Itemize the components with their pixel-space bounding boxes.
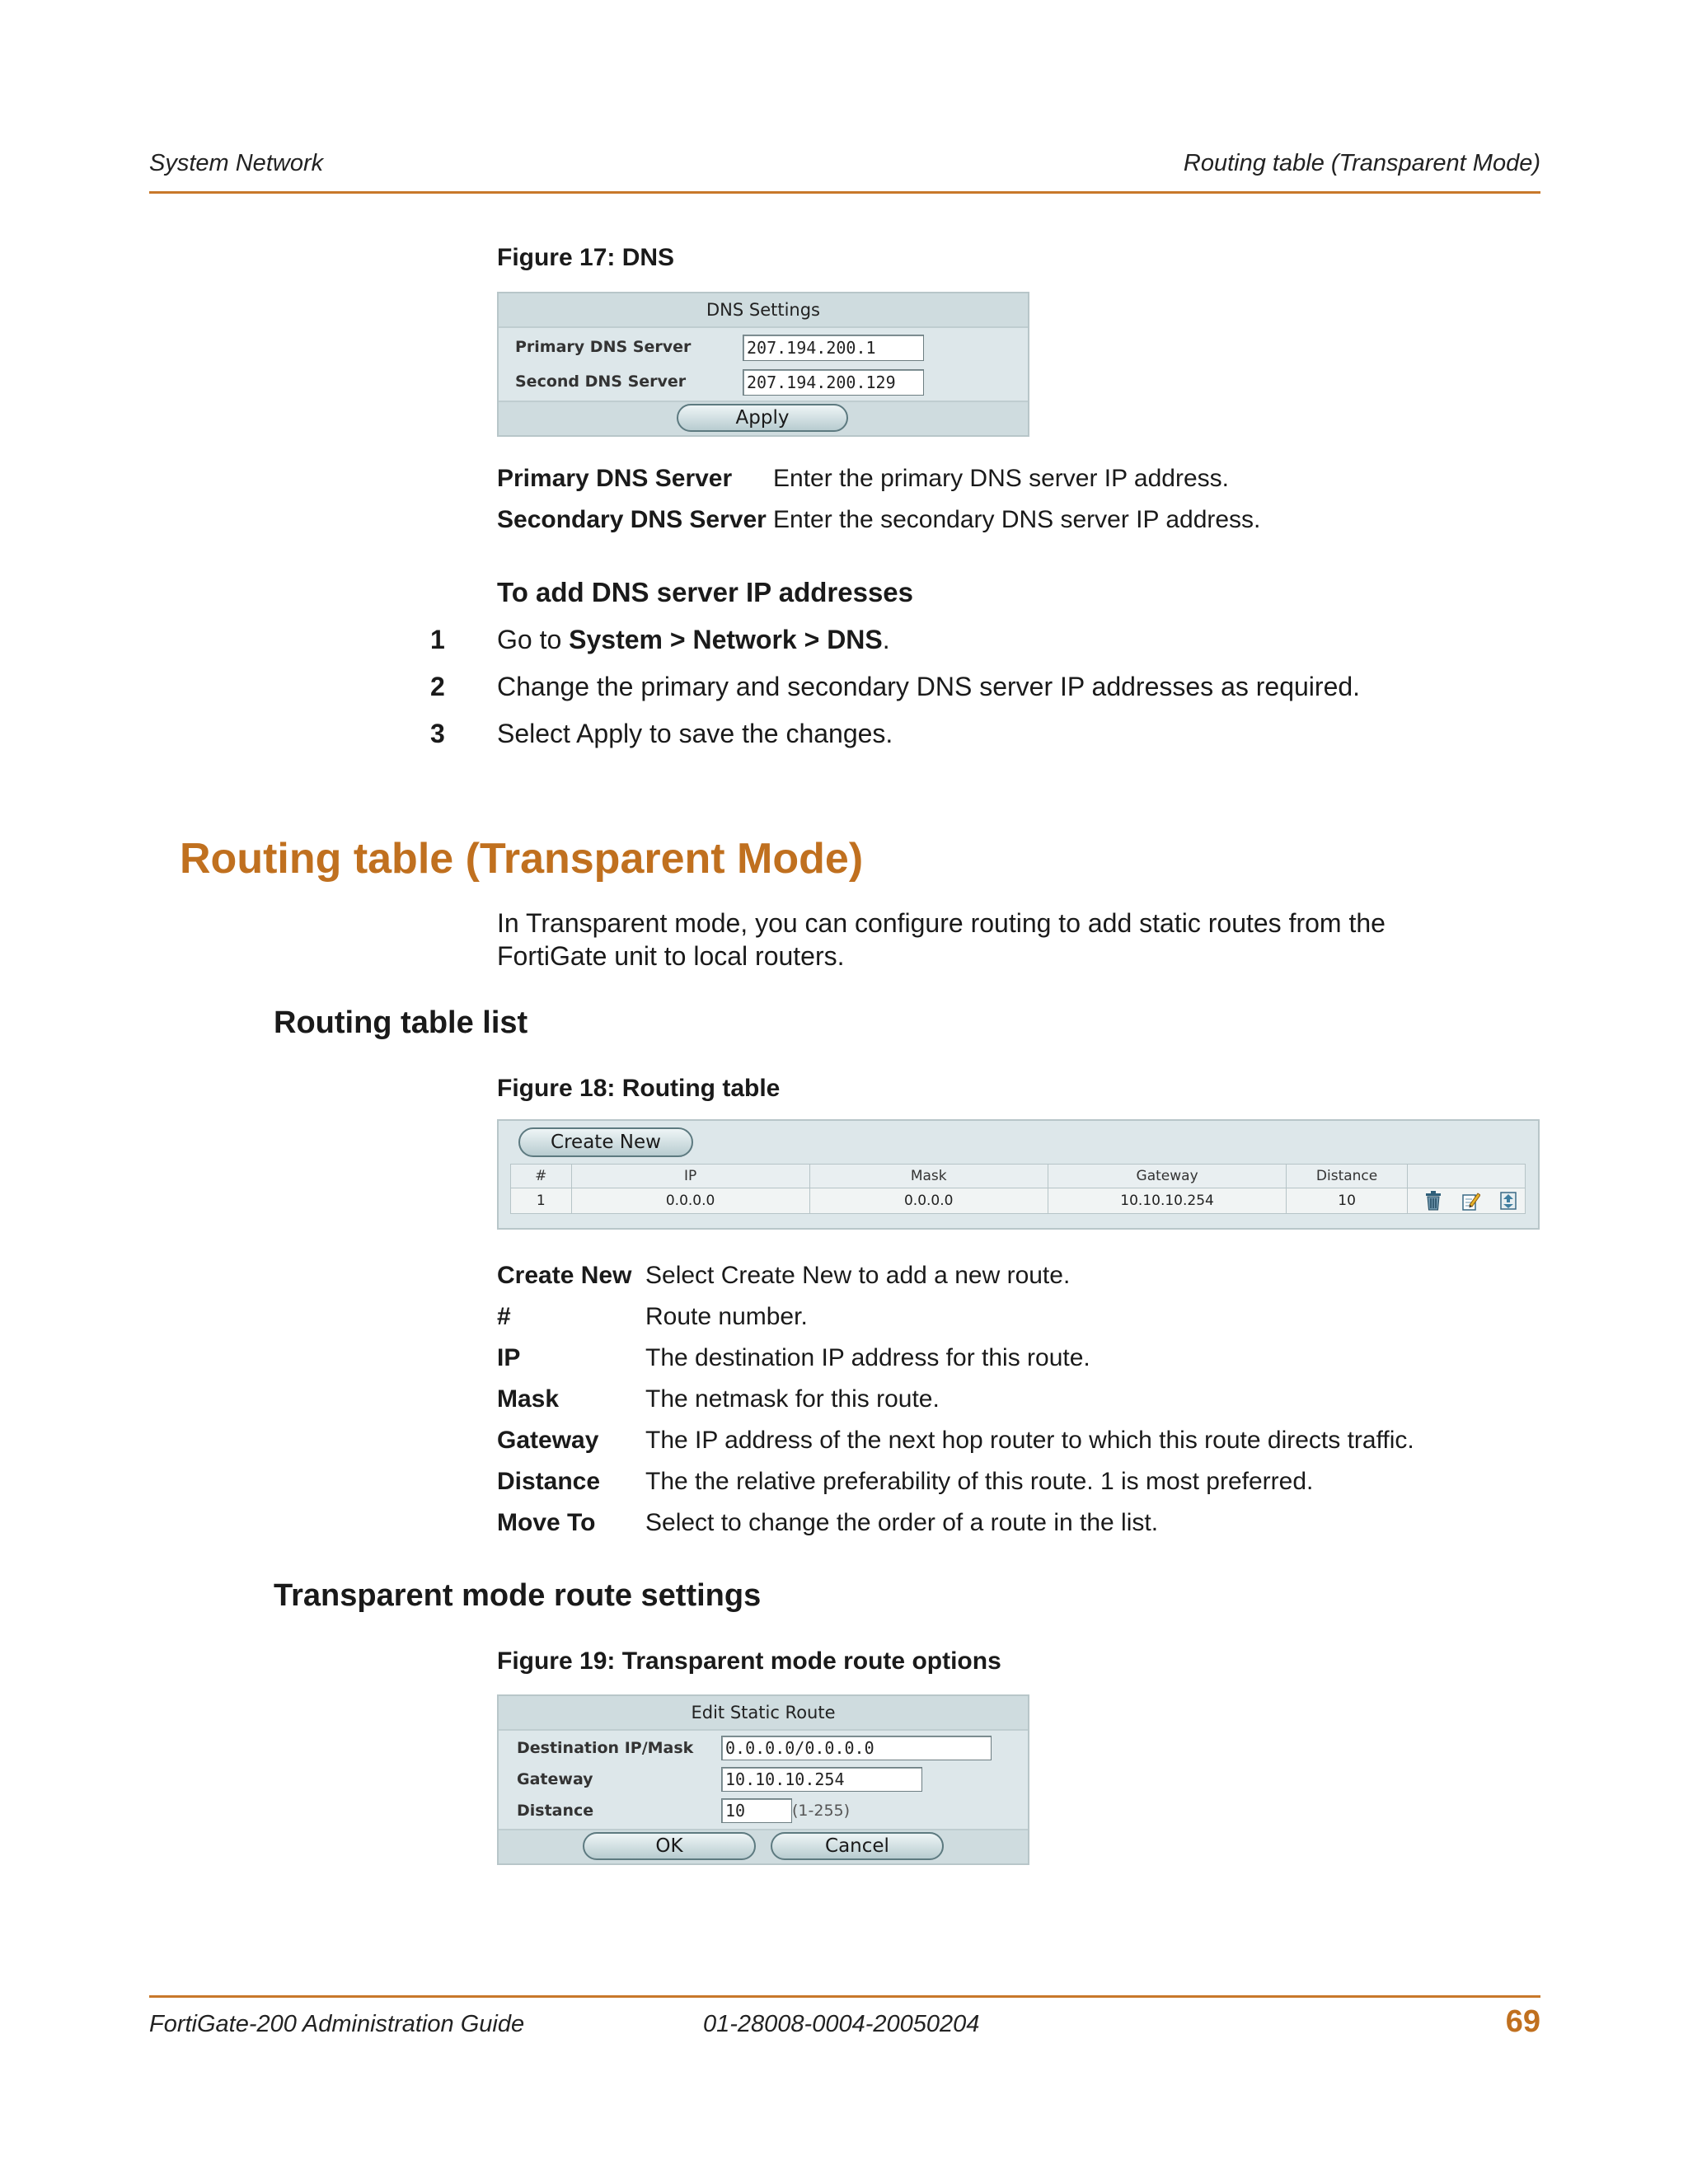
routing-list-heading: Routing table list [274,1005,528,1040]
step-number: 3 [430,719,445,748]
cell-gateway: 10.10.10.254 [1048,1188,1287,1214]
column-header-gateway: Gateway [1048,1165,1287,1188]
step-text-post: . [882,625,890,654]
distance-label: Distance [517,1802,594,1820]
edit-route-panel-title: Edit Static Route [499,1696,1028,1731]
step-text-pre: Go to [497,625,570,654]
cell-mask: 0.0.0.0 [809,1188,1048,1214]
footer-guide-title: FortiGate-200 Administration Guide [149,2011,525,2037]
dns-panel-footer [499,401,1028,435]
table-header-row [511,1165,1526,1188]
section-intro-line-2: FortiGate unit to local routers. [497,941,845,971]
destination-label: Destination IP/Mask [517,1739,694,1757]
cell-actions [1407,1188,1525,1214]
cancel-button[interactable]: Cancel [771,1832,944,1860]
distance-input[interactable] [721,1798,792,1823]
section-title: Routing table (Transparent Mode) [180,835,864,883]
dns-settings-panel [497,292,1029,437]
def-term-ip: IP [497,1344,521,1371]
def-term-mask: Mask [497,1385,560,1413]
move-to-icon[interactable] [1499,1191,1517,1211]
primary-dns-label: Primary DNS Server [515,338,692,356]
dns-panel-title: DNS Settings [499,293,1028,328]
trash-icon[interactable] [1424,1191,1442,1211]
edit-static-route-panel [497,1694,1029,1865]
cell-num: 1 [511,1188,572,1214]
def-desc-primary-dns: Enter the primary DNS server IP address. [773,465,1229,492]
step-text: Change the primary and secondary DNS server IP addresses as required. [497,672,1361,701]
def-term-distance: Distance [497,1468,601,1495]
footer-rule [149,1995,1540,1998]
def-term-num: # [497,1303,511,1330]
def-term-gateway: Gateway [497,1427,599,1454]
menu-path: System > Network > DNS [569,625,883,654]
column-header-ip: IP [571,1165,809,1188]
procedure-title: To add DNS server IP addresses [497,577,914,607]
step-number: 2 [430,672,445,701]
figure-17-caption: Figure 17: DNS [497,244,675,271]
def-desc-ip: The destination IP address for this route. [645,1344,1090,1371]
def-desc-mask: The netmask for this route. [645,1385,940,1413]
def-desc-move-to: Select to change the order of a route in the list. [645,1509,1159,1536]
def-desc-gateway: The IP address of the next hop router to which this route directs traffic. [645,1427,1414,1454]
gateway-label: Gateway [517,1770,593,1788]
table-row [511,1188,1526,1214]
create-new-button[interactable]: Create New [518,1127,693,1157]
def-term-move-to: Move To [497,1509,596,1536]
column-header-distance: Distance [1287,1165,1407,1188]
second-dns-input[interactable] [743,369,924,396]
gateway-input[interactable] [721,1767,922,1792]
cell-ip: 0.0.0.0 [571,1188,809,1214]
def-desc-num: Route number. [645,1303,808,1330]
column-header-actions [1407,1165,1525,1188]
header-rule [149,191,1540,194]
step-text [497,623,890,656]
distance-range-hint: (1-255) [792,1802,851,1820]
cell-distance: 10 [1287,1188,1407,1214]
ok-button[interactable]: OK [583,1832,756,1860]
section-intro-line-1: In Transparent mode, you can configure routing to add static routes from the [497,908,1386,938]
def-desc-distance: The the relative preferability of this route. 1 is most preferred. [645,1468,1314,1495]
def-term-create-new: Create New [497,1262,632,1289]
second-dns-label: Second DNS Server [515,373,687,391]
footer-doc-number: 01-28008-0004-20050204 [703,2011,980,2037]
column-header-mask: Mask [809,1165,1048,1188]
primary-dns-input[interactable] [743,335,924,361]
destination-input[interactable] [721,1736,992,1760]
def-desc-secondary-dns: Enter the secondary DNS server IP address. [773,506,1261,533]
def-term-primary-dns: Primary DNS Server [497,465,733,492]
routing-table [510,1164,1526,1214]
edit-route-panel-footer [499,1829,1028,1863]
def-desc-create-new: Select Create New to add a new route. [645,1262,1071,1289]
route-settings-heading: Transparent mode route settings [274,1578,762,1613]
page-number: 69 [1505,2004,1540,2039]
column-header-num: # [511,1165,572,1188]
apply-button[interactable]: Apply [677,404,848,432]
routing-table-panel [497,1119,1540,1230]
def-term-secondary-dns: Secondary DNS Server [497,506,767,533]
running-header-left: System Network [149,150,324,176]
figure-18-caption: Figure 18: Routing table [497,1075,781,1102]
step-number: 1 [430,625,445,654]
running-header-right: Routing table (Transparent Mode) [1183,150,1540,176]
figure-19-caption: Figure 19: Transparent mode route options [497,1647,1001,1675]
step-text: Select Apply to save the changes. [497,719,893,748]
edit-icon[interactable] [1462,1191,1480,1211]
